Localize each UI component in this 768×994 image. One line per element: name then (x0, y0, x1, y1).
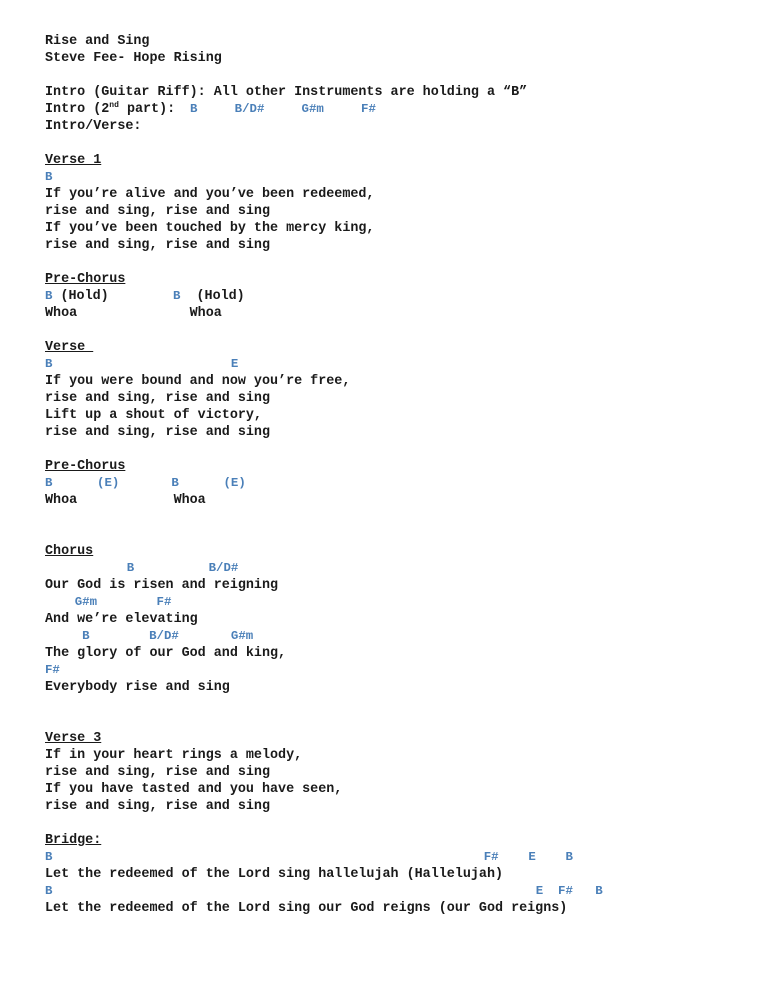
bridge-chords-1: B F# E B (45, 850, 573, 864)
spacer (45, 713, 745, 730)
spacer (45, 254, 745, 271)
intro-part2-chords: B B/D# G#m F# (175, 102, 376, 116)
intro-verse-label: Intro/Verse: (45, 119, 142, 134)
prechorus1-hold-b: (Hold) (180, 289, 245, 304)
bridge-lyric-1: Let the redeemed of the Lord sing hallelujah (Hallelujah) (45, 867, 504, 882)
verse3-lyric-4: rise and sing, rise and sing (45, 799, 270, 814)
spacer (45, 509, 745, 526)
prechorus2-chords: B (E) B (E) (45, 476, 246, 490)
intro-part2-line (45, 101, 745, 118)
bridge-chords-2: B E F# B (45, 884, 603, 898)
verse3-lyric-2: rise and sing, rise and sing (45, 765, 270, 780)
verse3-heading: Verse 3 (45, 731, 102, 746)
spacer (45, 441, 745, 458)
verse2-chords: B E (45, 357, 239, 371)
prechorus1-lyric: Whoa Whoa (45, 306, 222, 321)
chorus-chords-2: G#m F# (45, 595, 172, 609)
verse3-lyric-1: If in your heart rings a melody, (45, 748, 303, 763)
chorus-lyric-2: And we’re elevating (45, 612, 198, 627)
prechorus1-chord-line (45, 288, 745, 305)
bridge-heading: Bridge: (45, 833, 102, 848)
spacer (45, 135, 745, 152)
spacer (45, 815, 745, 832)
prechorus2-heading: Pre-Chorus (45, 459, 126, 474)
intro-part2-ordinal: nd (109, 101, 119, 110)
verse2-lyric-3: Lift up a shout of victory, (45, 408, 262, 423)
chorus-chords-4: F# (45, 663, 60, 677)
chord-sheet (45, 33, 745, 917)
song-title: Rise and Sing (45, 34, 150, 49)
spacer (45, 696, 745, 713)
verse2-lyric-1: If you were bound and now you’re free, (45, 374, 351, 389)
verse1-lyric-1: If you’re alive and you’ve been redeemed, (45, 187, 375, 202)
chorus-heading: Chorus (45, 544, 94, 559)
prechorus1-hold-a: (Hold) (52, 289, 109, 304)
chorus-lyric-3: The glory of our God and king, (45, 646, 287, 661)
verse2-heading: Verse (45, 340, 94, 355)
bridge-lyric-2: Let the redeemed of the Lord sing our God reigns (our God reigns) (45, 901, 568, 916)
artist-line: Steve Fee- Hope Rising (45, 51, 222, 66)
intro-part2-prefix: Intro (2 (45, 102, 110, 117)
prechorus1-gap (109, 289, 173, 304)
prechorus1-chord-b: B (172, 289, 181, 303)
verse1-heading: Verse 1 (45, 153, 102, 168)
chorus-lyric-1: Our God is risen and reigning (45, 578, 279, 593)
chorus-chords-3: B B/D# G#m (45, 629, 254, 643)
spacer (45, 322, 745, 339)
prechorus2-lyric: Whoa Whoa (45, 493, 206, 508)
prechorus1-heading: Pre-Chorus (45, 272, 126, 287)
verse1-lyric-3: If you’ve been touched by the mercy king, (45, 221, 375, 236)
verse1-lyric-4: rise and sing, rise and sing (45, 238, 270, 253)
spacer (45, 526, 745, 543)
chorus-lyric-4: Everybody rise and sing (45, 680, 230, 695)
intro-riff-line: Intro (Guitar Riff): All other Instruments are holding a “B” (45, 85, 528, 100)
chorus-chords-1: B B/D# (45, 561, 239, 575)
intro-part2-suffix: part): (118, 102, 176, 117)
verse1-lyric-2: rise and sing, rise and sing (45, 204, 270, 219)
verse2-lyric-4: rise and sing, rise and sing (45, 425, 270, 440)
spacer (45, 67, 745, 84)
prechorus1-chord-a: B (45, 289, 53, 303)
verse2-lyric-2: rise and sing, rise and sing (45, 391, 270, 406)
verse3-lyric-3: If you have tasted and you have seen, (45, 782, 343, 797)
verse1-chords: B (45, 170, 53, 184)
